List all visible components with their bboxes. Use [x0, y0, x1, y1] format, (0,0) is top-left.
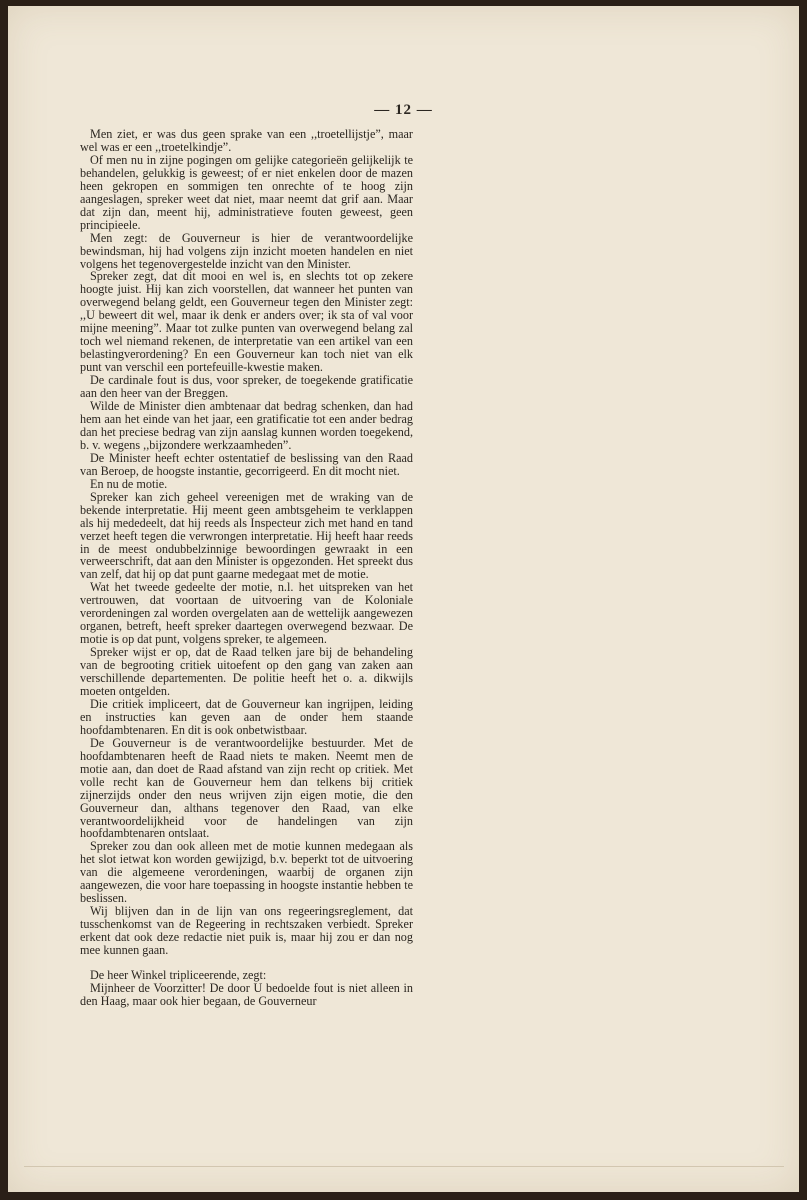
paragraph: Spreker wijst er op, dat de Raad telken jare bij de behandeling van de begrooting critiek uitoefent op den gang van zaken aan verschillende departementen. De politie heeft het o. a. dikwijls moeten ontgelden. [80, 645, 413, 698]
paragraph: En nu de motie. [90, 476, 168, 491]
paragraph: De Minister heeft echter ostentatief de beslissing van den Raad van Beroep, de hoogste instantie, gecorrigeerd. En dit mocht niet. [80, 450, 413, 478]
paragraph: Die critiek impliceert, dat de Gouverneur kan ingrijpen, leiding en instructies kan geven aan de onder hem staande hoofdambtenaren. En dit is ook onbetwistbaar. [80, 696, 413, 737]
paragraph: Men zegt: de Gouverneur is hier de verantwoordelijke bewindsman, hij had volgens zijn inzicht moeten handelen en niet volgens het tegenovergestelde inzicht van den Minister. [80, 230, 413, 271]
document-page [8, 6, 799, 1192]
paragraph: Wij blijven dan in de lijn van ons regeeringsreglement, dat tusschenkomst van de Regeering in rechtszaken verbiedt. Spreker erkent dat ook deze redactie niet puik is, maar hij zou er dan nog mee kunnen gaan. [80, 904, 413, 958]
paragraph: Spreker kan zich geheel vereenigen met de wraking van de bekende interpretatie. Hij meent geen ambtsgeheim te verklappen als hij mededeelt, dat hij reeds als Inspecteur zich met hand en tand verzet heeft tegen die verwrongen interpretatie. Hij heeft haar reeds in de meest ondubbelzinnige bewoordingen gewraakt in een verweerschrift, dat aan den Minister is opgezonden. Het spreekt dus van zelf, dat hij op dat punt gaarne medegaat met de motie. [80, 489, 413, 582]
paragraph: Mijnheer de Voorzitter! De door U bedoelde fout is niet alleen in den Haag, maar ook hier begaan, de Gouverneur [80, 980, 413, 1008]
paragraph: Men ziet, er was dus geen sprake van een ,,troetellijstje”, maar wel was er een ,,troetelkindje”. [80, 127, 413, 154]
paragraph: Wat het tweede gedeelte der motie, n.l. het uitspreken van het vertrouwen, dat voortaan de uitvoering van de Koloniale verordeningen zal worden overgelaten aan de wettelijk aangewezen organen, betreft, heeft spreker daartegen overwegend bezwaar. De motie is op dat punt, volgens spreker, te algemeen. [80, 580, 413, 647]
paragraph: De cardinale fout is dus, voor spreker, de toegekende gratificatie aan den heer van der Breggen. [80, 373, 413, 401]
paragraph: Spreker zegt, dat dit mooi en wel is, en slechts tot op zekere hoogte juist. Hij kan zich voorstellen, dat wanneer het punten van overwegend belang geldt, een Gouverneur tegen den Minister zegt: ,,U beweert dit wel, maar ik denk er anders over; ik sta of val voor mijne meening”. Maar tot zulke punten van overwegend belang zal toch wel niemand rekenen, de interpretatie van een artikel van een belastingverordening? En een Gouverneur kan toch niet van elk punt van verschil een portefeuille-kwestie maken. [80, 269, 413, 375]
paragraph: Spreker zou dan ook alleen met de motie kunnen medegaan als het slot ietwat kon worden gewijzigd, b.v. beperkt tot de uitvoering van die algemeene verordeningen, waarbij de organen zijn aangewezen, die voor hare toepassing in hoogste instantie hebben te beslissen. [80, 839, 413, 906]
paragraph: Of men nu in zijne pogingen om gelijke categorieën gelijkelijk te behandelen, gelukkig is geweest; of er niet enkelen door de mazen heen gekropen en sommigen ten onrechte of te hoog zijn aangeslagen, spreker weet dat niet, maar neemt dat grif aan. Maar dat zijn dan, meent hij, administratieve fouten geweest, geen principieele. [80, 152, 413, 232]
page-number: — 12 — [374, 102, 433, 118]
speaker-intro: De heer Winkel tripliceerende, zegt: [90, 968, 267, 982]
text-column [80, 128, 413, 1008]
paragraph: Wilde de Minister dien ambtenaar dat bedrag schenken, dan had hem aan het einde van het jaar, een gratificatie tot een ander bedrag dan het preciese bedrag van zijn aanslag kunnen worden toegekend, b. v. wegens ,,bijzondere werkzaamheden”. [80, 399, 413, 452]
paragraph: De Gouverneur is de verantwoordelijke bestuurder. Met de hoofdambtenaren heeft de Raad niets te maken. Neemt men de motie aan, dan doet de Raad afstand van zijn recht op critiek. Met volle recht kan de Gouverneur hem dan telkens bij critiek zijnerzijds onder den neus wrijven zijn eigen motie, die den Gouverneur dan, althans tegenover den Raad, van elke verantwoordelijkheid voor de handelingen van zijn hoofdambtenaren ontslaat. [80, 735, 413, 841]
page-edge-line [24, 1166, 784, 1167]
